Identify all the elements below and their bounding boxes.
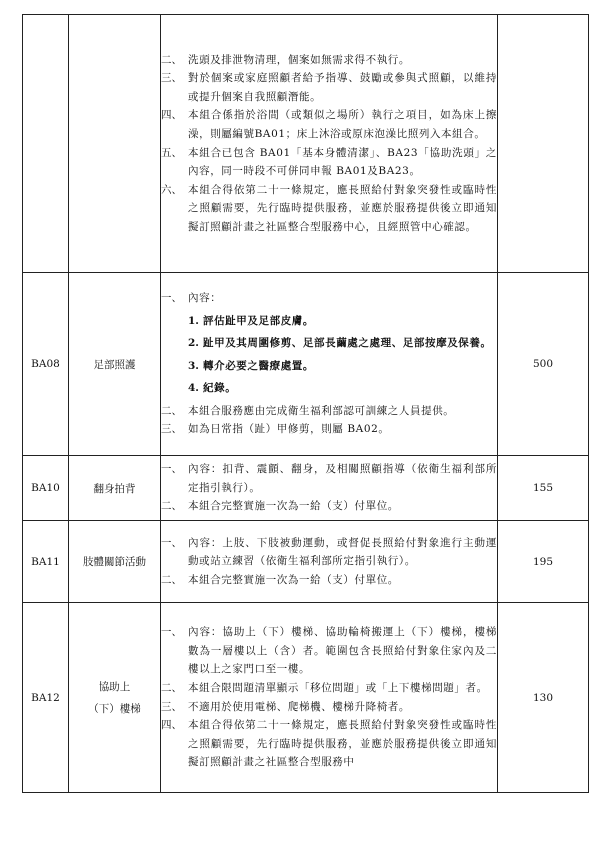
- sub-item-text: 轉介必要之醫療處置。: [203, 359, 314, 372]
- service-name-cell: [69, 603, 161, 793]
- service-name-cell: 翻身拍背: [69, 456, 161, 521]
- item-text: 洗頭及排泄物清理，個案如無需求得不執行。: [188, 53, 410, 66]
- list-item: [161, 497, 497, 516]
- service-name-cell: 肢體關節活動: [69, 521, 161, 603]
- list-item: [161, 106, 497, 143]
- service-code-cell: [23, 15, 69, 273]
- sub-item: [161, 312, 497, 331]
- item-text: 本組合完整實施一次為一給（支）付單位。: [188, 573, 399, 586]
- table-row: [23, 521, 589, 603]
- item-text: 如為日常指（趾）甲修剪，則屬 BA02。: [188, 423, 390, 436]
- item-number: 二、: [161, 681, 182, 694]
- sub-item: [161, 357, 497, 376]
- service-code-cell: BA12: [23, 603, 69, 793]
- sub-item-number: 3.: [188, 359, 199, 372]
- item-number: 一、: [161, 463, 182, 476]
- list-item: [161, 571, 497, 590]
- item-number: 四、: [161, 109, 182, 122]
- sub-item: [161, 379, 497, 398]
- item-text: 內容：扣背、震顫、翻身，及相關照顧指導（依衛生福利部所定指引執行）。: [188, 463, 497, 494]
- service-name-cell: [69, 15, 161, 273]
- price-cell: 155: [498, 456, 589, 521]
- item-text: 本組合係指於浴間（或類似之場所）執行之項目，如為床上擦澡，則屬編號BA01；床上沐浴或原床泡澡比照列入本組合。: [188, 109, 497, 140]
- service-name-line: 協助上: [98, 680, 131, 693]
- list-item: [161, 716, 497, 772]
- list-item: [161, 534, 497, 571]
- item-number: 一、: [161, 291, 182, 304]
- sub-item-number: 1.: [188, 314, 199, 327]
- sub-item: [161, 334, 497, 353]
- service-table: [22, 14, 589, 793]
- table-row: [23, 273, 589, 456]
- price-cell: [498, 15, 589, 273]
- service-code-cell: BA08: [23, 273, 69, 456]
- item-number: 四、: [161, 719, 182, 732]
- service-content-cell: [161, 603, 498, 793]
- sub-item-text: 紀錄。: [203, 382, 237, 395]
- item-number: 二、: [161, 53, 182, 66]
- list-item: [161, 289, 497, 308]
- list-item: [161, 181, 497, 237]
- list-item: [161, 623, 497, 679]
- list-item: [161, 51, 497, 70]
- sub-item-number: 2.: [188, 337, 199, 350]
- sub-item-text: 評估趾甲及足部皮膚。: [203, 314, 314, 327]
- item-number: 五、: [161, 146, 182, 159]
- service-content-cell: [161, 456, 498, 521]
- item-text: 本組合得依第二十一條規定，應長照給付對象突發性或臨時性之照顧需要，先行臨時提供服務，並應於服務提供後立即通知擬訂照顧計畫之社區整合型服務中心，且經照管中心確認。: [188, 183, 497, 233]
- sub-item-number: 4.: [188, 382, 199, 395]
- list-item: [161, 460, 497, 497]
- item-text: 對於個案或家庭照顧者給予指導、鼓勵或參與式照顧，以維持或提升個案自我照顧潛能。: [188, 72, 497, 103]
- item-text: 內容：上肢、下肢被動運動，或督促長照給付對象進行主動運動或站立練習（依衛生福利部所定指引執行）。: [188, 536, 497, 568]
- service-name-cell: 足部照護: [69, 273, 161, 456]
- service-content-cell: [161, 15, 498, 273]
- item-number: 三、: [161, 700, 182, 713]
- service-code-cell: BA11: [23, 521, 69, 603]
- item-number: 六、: [161, 183, 182, 196]
- item-text: 本組合已包含 BA01「基本身體清潔」、BA23「協助洗頭」之內容，同一時段不可併同申報 BA01及BA23。: [188, 146, 497, 178]
- table-row: [23, 15, 589, 273]
- list-item: [161, 144, 497, 181]
- item-number: 三、: [161, 423, 182, 436]
- item-text: 本組合完整實施一次為一給（支）付單位。: [188, 500, 399, 513]
- table-row: [23, 603, 589, 793]
- item-number: 三、: [161, 72, 182, 85]
- list-item: [161, 402, 497, 421]
- table-row: [23, 456, 589, 521]
- sub-item-text: 趾甲及其周圍修剪、足部長繭處之處理、足部按摩及保養。: [203, 337, 492, 350]
- list-item: [161, 679, 497, 698]
- item-number: 一、: [161, 536, 182, 549]
- item-number: 二、: [161, 500, 182, 513]
- item-text: 內容：協助上（下）樓梯、協助輪椅搬運上（下）樓梯，樓梯數為一層樓以上（含）者。範圍包含長照給付對象住家內及二樓以上之家門口至一樓。: [188, 626, 497, 676]
- service-code-cell: BA10: [23, 456, 69, 521]
- list-item: [161, 69, 497, 106]
- item-text: 本組合得依第二十一條規定，應長照給付對象突發性或臨時性之照顧需要，先行臨時提供服務，並應於服務提供後立即通知擬訂照顧計畫之社區整合型服務中: [188, 719, 497, 769]
- item-number: 二、: [161, 404, 182, 417]
- item-text: 本組合服務應由完成衛生福利部認可訓練之人員提供。: [188, 404, 455, 417]
- item-number: 一、: [161, 626, 182, 639]
- service-name-line: （下）樓梯: [88, 702, 141, 715]
- service-content-cell: [161, 273, 498, 456]
- price-cell: 130: [498, 603, 589, 793]
- price-cell: 195: [498, 521, 589, 603]
- list-item: [161, 698, 497, 717]
- list-item: [161, 420, 497, 439]
- item-text: 內容：: [188, 291, 222, 304]
- service-content-cell: [161, 521, 498, 603]
- item-text: 本組合限問題清單顯示「移位問題」或「上下樓梯問題」者。: [188, 681, 488, 694]
- item-text: 不適用於使用電梯、爬梯機、樓梯升降椅者。: [188, 700, 410, 713]
- item-number: 二、: [161, 573, 182, 586]
- price-cell: 500: [498, 273, 589, 456]
